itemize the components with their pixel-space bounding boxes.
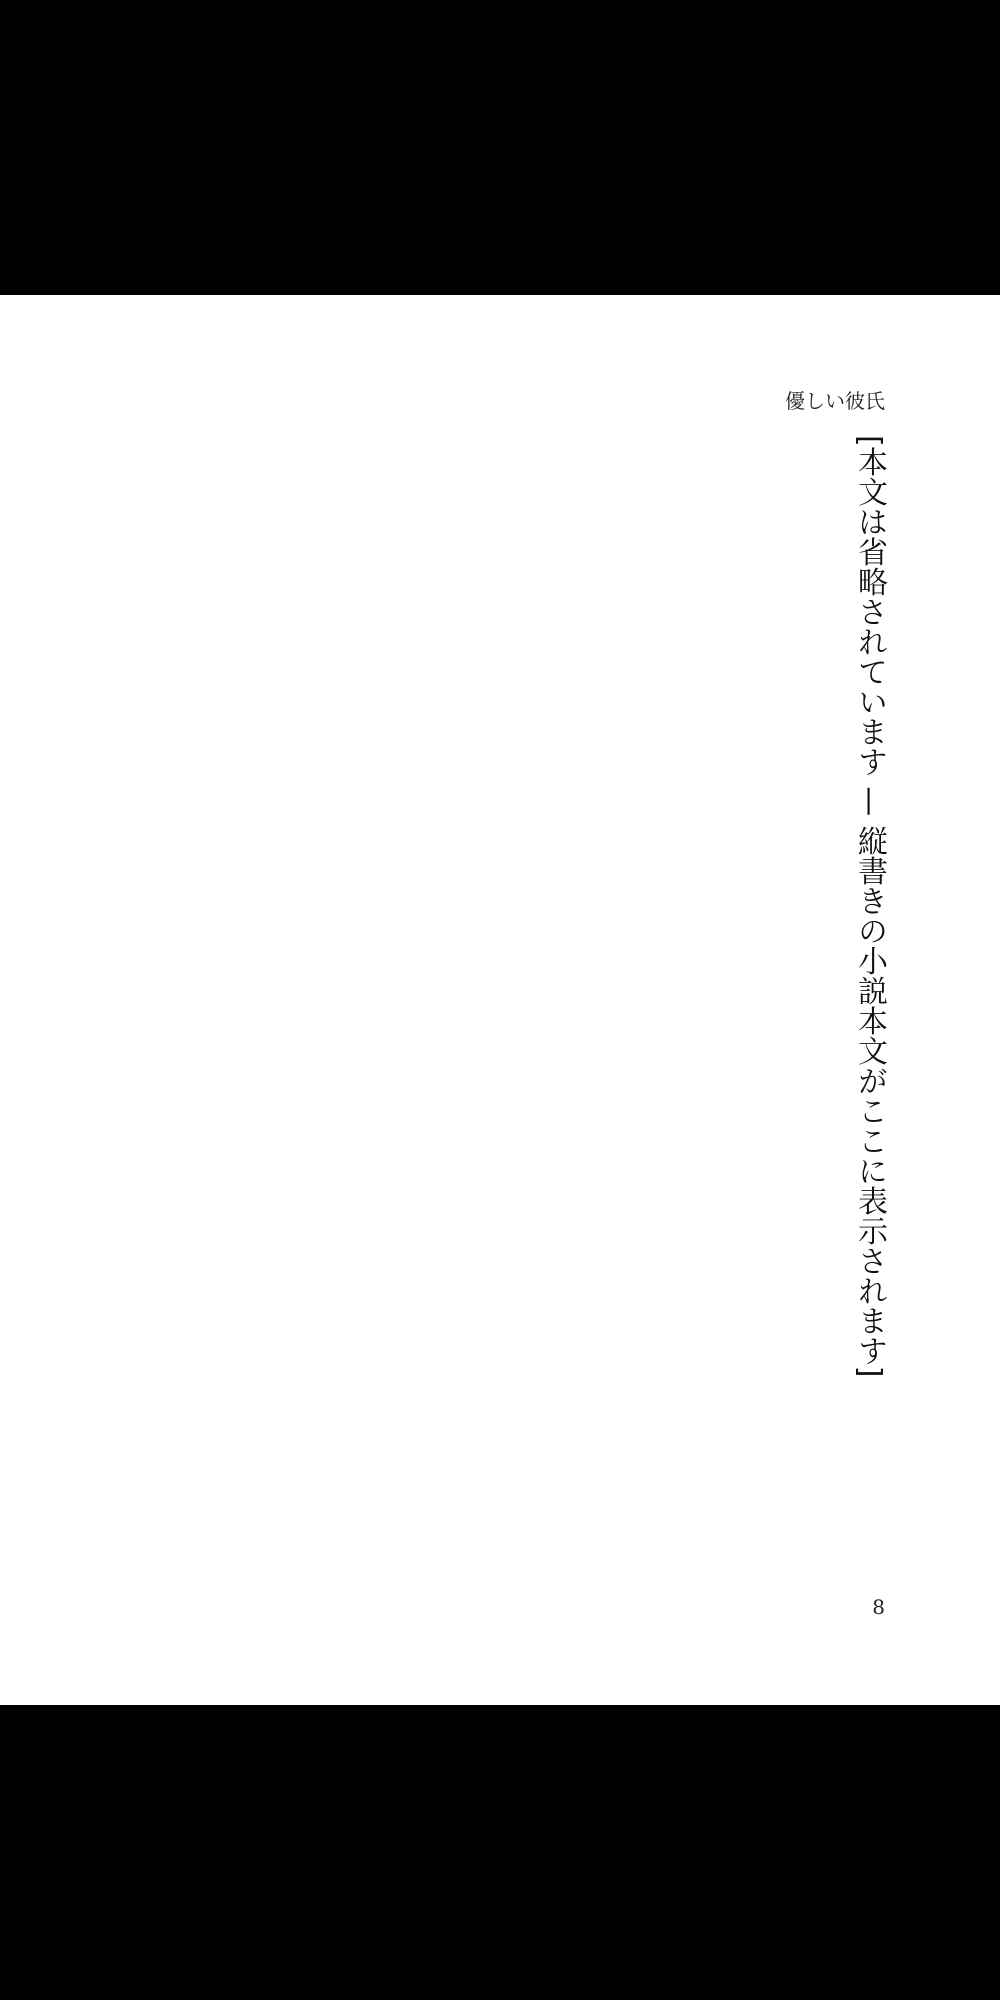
page-number: 8 xyxy=(872,1595,885,1619)
running-head: 優しい彼氏 xyxy=(785,389,885,413)
body-text: [本文は省略されています — 縦書きの小説本文がここに表示されます] xyxy=(852,435,887,1378)
book-page xyxy=(0,295,1000,1705)
